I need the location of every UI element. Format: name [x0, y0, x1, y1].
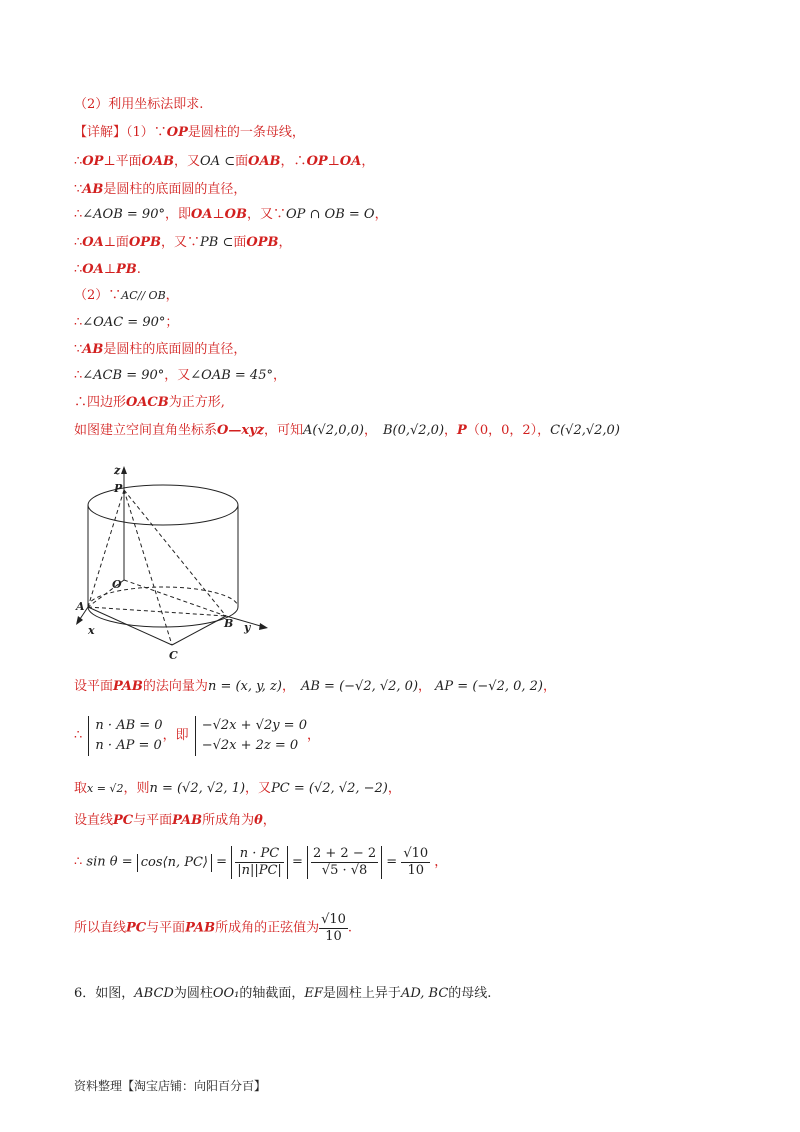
text: ∴	[74, 854, 83, 870]
text: 设平面	[74, 679, 114, 694]
math: PC = (√2, √2, −2)	[271, 781, 388, 796]
text: ⊥	[103, 262, 116, 277]
math-abs-frac	[307, 846, 382, 879]
math: OA ⊂	[200, 154, 236, 169]
math: x = √2	[87, 782, 124, 795]
label-y: y	[244, 621, 251, 634]
math: AB = (−√2, √2, 0)	[300, 679, 419, 694]
numerator: n · PC	[235, 846, 284, 863]
text: 所成角的正弦值为	[215, 920, 320, 936]
text: ，又∵	[161, 235, 201, 250]
math: O—xyz	[217, 423, 265, 438]
math: C(√2,√2,0)	[550, 423, 620, 438]
text: ，	[306, 728, 320, 743]
text: （1）∵	[126, 125, 167, 140]
numerator: 2 + 2 − 2	[312, 846, 377, 861]
text: ，又	[174, 154, 201, 169]
proof-line-16	[74, 780, 401, 798]
text: ，又	[245, 781, 272, 796]
fraction	[235, 846, 284, 879]
equation: n · AP = 0	[95, 738, 162, 753]
math: n = (x, y, z)	[207, 679, 282, 694]
text: .	[347, 920, 353, 936]
z-arrow-icon	[121, 466, 127, 474]
label-z: z	[114, 464, 121, 477]
solution-hint-line	[74, 96, 203, 114]
math: ∠ACB = 90°	[82, 368, 165, 383]
text: 与平面	[133, 813, 173, 828]
text: ，即	[164, 207, 191, 222]
text: ，	[361, 154, 375, 169]
proof-line-18	[74, 846, 447, 879]
label-x: x	[88, 624, 95, 637]
proof-line-5	[74, 206, 388, 224]
text: ∴	[74, 235, 83, 250]
fraction	[401, 846, 430, 879]
text: ；	[165, 315, 179, 330]
math: OP	[306, 154, 328, 169]
text: 如图建立空间直角坐标系	[74, 423, 218, 438]
edge-PB	[124, 490, 226, 616]
text: ，	[444, 423, 458, 438]
detail-tag: 【详解】	[74, 125, 127, 140]
text: ⊥平面	[103, 154, 142, 169]
fraction	[319, 912, 348, 945]
proof-line-8	[74, 287, 179, 305]
detail-heading-line	[74, 124, 305, 142]
text: ，	[418, 679, 432, 694]
edge-AC	[88, 607, 172, 645]
text: ，	[262, 813, 276, 828]
text: 是圆柱的底面圆的直径，	[103, 342, 247, 357]
equation: −√2x + 2z = 0	[201, 738, 299, 753]
math: OP ∩ OB = O	[285, 207, 375, 222]
text: ，	[363, 423, 377, 438]
text: ∵	[74, 182, 83, 197]
text: ，	[434, 854, 448, 870]
text: ，又	[164, 368, 191, 383]
math: EF	[304, 986, 323, 1001]
math: θ	[254, 813, 263, 828]
math: =	[216, 854, 228, 870]
math: =	[291, 854, 303, 870]
text: 取	[74, 781, 88, 796]
math: AP = (−√2, 0, 2)	[435, 679, 543, 694]
math: =	[386, 854, 398, 870]
edge-PC	[124, 490, 172, 645]
text: ，	[165, 288, 179, 303]
denominator: √5 · √8	[321, 863, 368, 878]
text: 6．如图，	[74, 986, 135, 1001]
label-O: O	[112, 578, 122, 591]
math: B(0,√2,0)	[382, 423, 445, 438]
x-arrow-icon	[76, 616, 83, 625]
math: ∠OAC = 90°	[82, 315, 166, 330]
text: ，	[281, 679, 295, 694]
math: PAB	[185, 920, 216, 936]
equation: n · AB = 0	[95, 718, 163, 733]
label-P: P	[114, 482, 123, 495]
text: 是圆柱上异于	[322, 986, 401, 1001]
math: ∠OAB = 45°	[190, 368, 273, 383]
y-arrow-icon	[259, 623, 268, 630]
numerator: √10	[403, 846, 429, 861]
math: AB	[82, 182, 104, 197]
math: ABCD	[134, 986, 174, 1001]
proof-line-15	[74, 716, 320, 756]
math: PAB	[172, 813, 203, 828]
text: （0，0，2），	[466, 423, 551, 438]
cylinder-figure	[74, 462, 274, 662]
proof-line-11	[74, 367, 286, 385]
numerator: √10	[321, 912, 346, 927]
text: ⊥面	[103, 235, 129, 250]
proof-line-4	[74, 181, 246, 199]
text: 是圆柱的底面圆的直径，	[103, 182, 247, 197]
text: ∴	[74, 262, 83, 277]
math: PC	[126, 920, 147, 936]
equation-system-2	[195, 716, 307, 756]
math: OA	[82, 235, 104, 250]
proof-line-3	[74, 153, 374, 171]
proof-line-17	[74, 812, 276, 830]
text: ∴	[74, 154, 83, 169]
equation: −√2x + √2y = 0	[201, 718, 307, 733]
text: ∴	[74, 207, 83, 222]
text: ∵	[74, 342, 83, 357]
text: ⊥	[327, 154, 340, 169]
proof-line-6	[74, 234, 292, 252]
text: ，又∵	[246, 207, 286, 222]
question-6	[74, 985, 491, 1003]
math: AB	[82, 342, 104, 357]
proof-line-19	[74, 912, 352, 945]
math-abs: cos⟨n, PC⟩	[137, 854, 212, 872]
text: ∴	[74, 368, 83, 383]
denominator: 10	[407, 863, 424, 878]
math: PB	[115, 262, 137, 277]
proof-line-14	[74, 678, 556, 696]
text: .	[136, 262, 141, 277]
text: 设直线	[74, 813, 114, 828]
text: ⊥	[212, 207, 225, 222]
math: A(√2,0,0)	[303, 423, 364, 438]
text: ，	[374, 207, 388, 222]
label-B: B	[224, 617, 234, 630]
math: OP	[82, 154, 104, 169]
text: 面	[233, 235, 247, 250]
math: PB ⊂	[200, 235, 234, 250]
proof-line-12	[74, 394, 225, 412]
text: ，则	[123, 781, 150, 796]
text: ，∴	[280, 154, 307, 169]
text: ，可知	[264, 423, 304, 438]
edge-CB	[172, 616, 226, 645]
text: 的母线.	[448, 986, 492, 1001]
equation-system-1	[88, 716, 162, 756]
math: OB	[224, 207, 247, 222]
math: sin θ =	[86, 854, 133, 870]
math: PC	[113, 813, 134, 828]
math: OAB	[141, 154, 175, 169]
text: ∴四边形	[74, 395, 127, 410]
text: 的轴截面，	[239, 986, 305, 1001]
math: OAB	[248, 154, 281, 169]
proof-line-10	[74, 341, 246, 359]
math: OP	[166, 125, 188, 140]
proof-line-7	[74, 261, 141, 279]
text: 的法向量为	[142, 679, 208, 694]
text: ∴	[74, 728, 83, 743]
text: ，即	[162, 728, 189, 743]
denominator: 10	[325, 929, 342, 944]
text: 是圆柱的一条母线，	[187, 125, 305, 140]
math: OA	[82, 262, 104, 277]
text: ，	[272, 368, 286, 383]
text: ，	[387, 781, 401, 796]
math: AC// OB	[121, 289, 166, 302]
proof-line-13	[74, 422, 620, 440]
math: OACB	[126, 395, 169, 410]
math: OPB	[128, 235, 162, 250]
fraction	[311, 846, 378, 879]
math: OPB	[246, 235, 279, 250]
text: ∴	[74, 315, 83, 330]
text: （2）∵	[74, 288, 122, 303]
math: OO₁	[212, 986, 240, 1001]
text: ，	[278, 235, 292, 250]
proof-line-9	[74, 314, 178, 332]
math: OA	[339, 154, 362, 169]
page-footer: 资料整理【淘宝店铺：向阳百分百】	[74, 1079, 267, 1093]
denominator: |n||PC|	[237, 863, 282, 878]
text: （2）利用坐标法即求.	[74, 97, 204, 112]
text: 所以直线	[74, 920, 127, 936]
math: OA	[191, 207, 213, 222]
math: ∠AOB = 90°	[82, 207, 165, 222]
text: 为圆柱	[173, 986, 213, 1001]
label-A: A	[76, 600, 85, 613]
math: AD, BC	[400, 986, 449, 1001]
math-abs-frac	[231, 846, 288, 879]
text: ，	[543, 679, 557, 694]
top-ellipse	[88, 485, 238, 525]
text: 所成角为	[202, 813, 255, 828]
math: P	[457, 423, 467, 438]
text: 面	[235, 154, 249, 169]
label-C: C	[169, 649, 178, 662]
text: 为正方形,	[168, 395, 225, 410]
math: n = (√2, √2, 1)	[149, 781, 246, 796]
math: PAB	[113, 679, 143, 694]
text: 与平面	[146, 920, 186, 936]
